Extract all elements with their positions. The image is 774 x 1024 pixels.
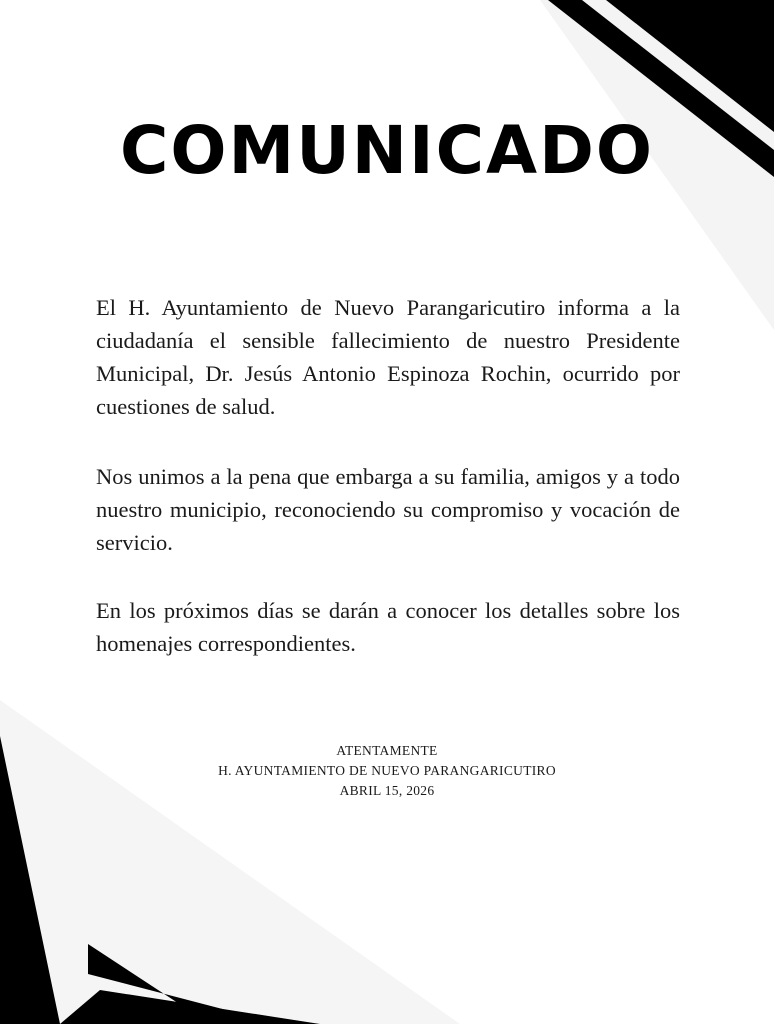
- paragraph-announcement: El H. Ayuntamiento de Nuevo Parangaricutiro informa a la ciudadanía el sensible fallecimiento de nuestro Presidente Municipal, Dr. Jesús Antonio Espinoza Rochin, ocurrido por cuestiones de salud.: [96, 295, 680, 419]
- signature-issuer: H. AYUNTAMIENTO DE NUEVO PARANGARICUTIRO: [218, 763, 556, 778]
- page-title: COMUNICADO: [119, 112, 654, 189]
- signature-block: [0, 741, 774, 801]
- signature-closing: ATENTAMENTE: [336, 743, 438, 758]
- paragraph-condolences: Nos unimos a la pena que embarga a su familia, amigos y a todo nuestro municipio, reconociendo su compromiso y vocación de servicio.: [96, 464, 680, 555]
- paragraph-tributes: En los próximos días se darán a conocer los detalles sobre los homenajes correspondientes.: [96, 598, 680, 656]
- signature-date: ABRIL 15, 2026: [339, 783, 435, 798]
